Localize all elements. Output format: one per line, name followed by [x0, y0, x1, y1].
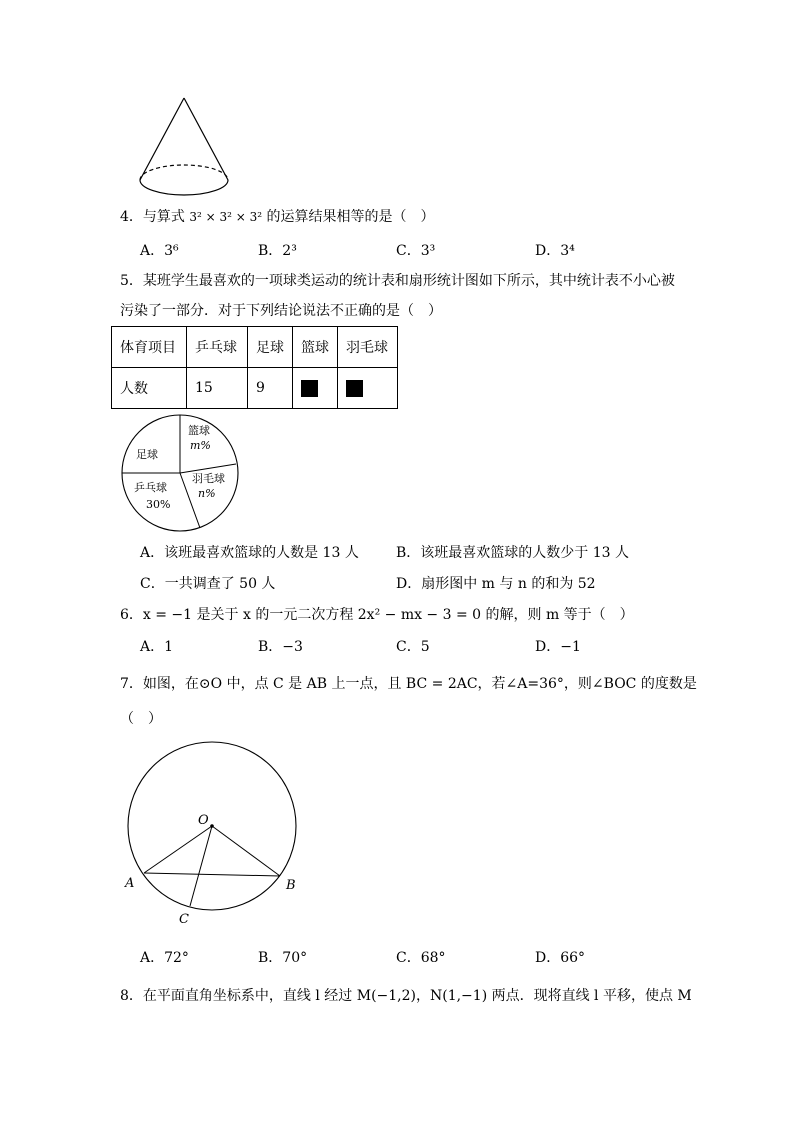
cone-figure [130, 90, 240, 205]
q7-option-a[interactable]: A．72° [140, 950, 189, 966]
q4-expression: 3² × 3² × 3² [189, 210, 263, 224]
q5-option-b[interactable]: B．该班最喜欢篮球的人数少于 13 人 [396, 545, 630, 561]
label-b: B [286, 878, 296, 893]
q7-stem: 7．如图，在⊙O 中，点 C 是 AB 上一点，且 BC = 2AC，若∠A=36°，则∠BOC 的度数是 [120, 676, 697, 692]
q6-option-c[interactable]: C．5 [396, 639, 430, 655]
table-row [112, 368, 398, 409]
label-a: A [125, 876, 135, 891]
q7-paren: （ ） [120, 711, 162, 727]
q6-stem: 6．x = −1 是关于 x 的一元二次方程 2x² − mx − 3 = 0 的解，则 m 等于（ ） [120, 607, 634, 623]
q4-option-d[interactable]: D．3⁴ [535, 243, 575, 259]
pie-label-n: n% [198, 487, 216, 500]
table-row-label: 人数 [112, 368, 187, 409]
pie-label-pingpong-pct: 30% [146, 498, 171, 511]
pie-label-basketball: 篮球 [188, 424, 210, 437]
ink-stain-block [346, 380, 363, 397]
table-header-cell: 羽毛球 [338, 327, 398, 368]
table-cell: 9 [248, 368, 293, 409]
q5-option-a[interactable]: A．该班最喜欢篮球的人数是 13 人 [140, 545, 359, 561]
ink-stain-block [301, 380, 318, 397]
pie-label-pingpong: 乒乓球 [134, 481, 167, 494]
q7-circle-figure [118, 738, 308, 934]
table-header-cell: 足球 [248, 327, 293, 368]
q5-stem-line1: 5．某班学生最喜欢的一项球类运动的统计表和扇形统计图如下所示，其中统计表不小心被 [120, 273, 675, 289]
q4-stem: 4．与算式 3² × 3² × 3² 的运算结果相等的是（ ） [120, 209, 435, 225]
segment-ob [212, 826, 280, 876]
table-row [112, 327, 398, 368]
table-header-cell: 乒乓球 [187, 327, 248, 368]
q7-option-c[interactable]: C．68° [396, 950, 446, 966]
q5-stem-line2: 污染了一部分．对于下列结论说法不正确的是（ ） [120, 303, 442, 319]
q4-option-c[interactable]: C．3³ [396, 243, 436, 259]
pie-label-badminton: 羽毛球 [192, 472, 225, 485]
table-cell-stained [338, 368, 398, 409]
q7-option-d[interactable]: D．66° [535, 950, 586, 966]
q4-option-a[interactable]: A．3⁶ [140, 243, 179, 259]
q6-option-d[interactable]: D．−1 [535, 639, 581, 655]
table-header-cell: 篮球 [293, 327, 338, 368]
pie-label-football: 足球 [136, 448, 158, 461]
label-o: O [198, 813, 209, 828]
q7-option-b[interactable]: B．70° [258, 950, 308, 966]
label-c: C [179, 912, 189, 927]
segment-oa [144, 826, 212, 873]
segment-ab [144, 873, 280, 876]
segment-oc [190, 826, 212, 906]
table-cell-stained [293, 368, 338, 409]
q5-stats-table [111, 326, 398, 409]
q8-stem: 8．在平面直角坐标系中，直线 l 经过 M(−1,2)，N(1,−1) 两点．现将直线 l 平移，使点 M [120, 988, 692, 1004]
q5-pie-chart [118, 412, 243, 534]
q4-option-b[interactable]: B．2³ [258, 243, 297, 259]
pie-label-m: m% [190, 439, 211, 452]
q6-option-b[interactable]: B．−3 [258, 639, 303, 655]
q6-option-a[interactable]: A．1 [140, 639, 174, 655]
q5-option-d[interactable]: D．扇形图中 m 与 n 的和为 52 [396, 576, 596, 592]
q5-option-c[interactable]: C．一共调查了 50 人 [140, 576, 276, 592]
table-header-cell: 体育项目 [112, 327, 187, 368]
table-cell: 15 [187, 368, 248, 409]
